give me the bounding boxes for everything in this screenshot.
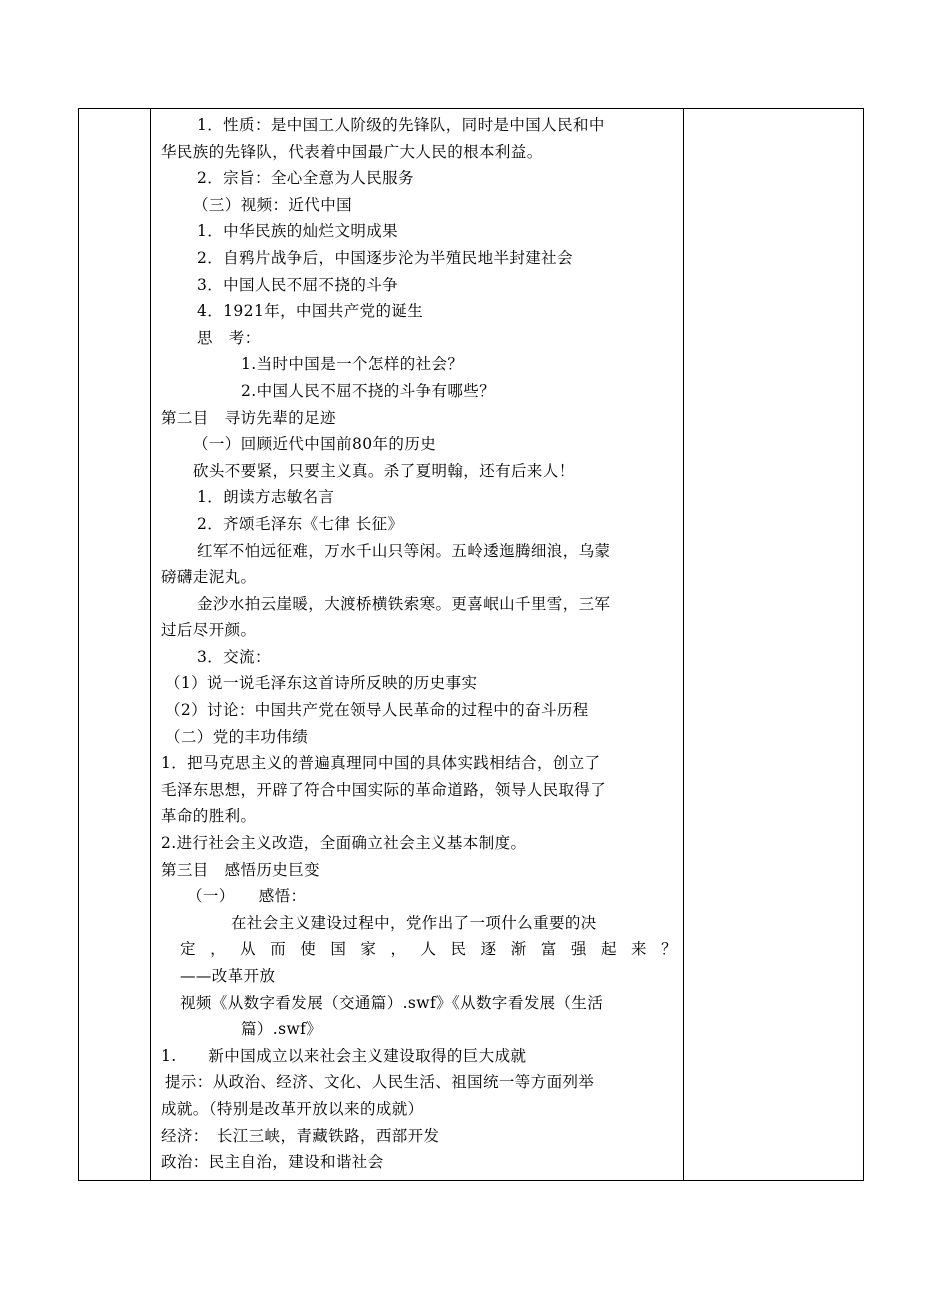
text-line: 过后尽开颜。 [161, 621, 257, 640]
text-line: 3．交流： [197, 647, 271, 666]
text-line: 2．宗旨：全心全意为人民服务 [197, 169, 414, 188]
text-line: 1. 新中国成立以来社会主义建设取得的巨大成就 [161, 1046, 527, 1065]
lesson-content [161, 112, 677, 1176]
text-line: 1．把马克思主义的普遍真理同中国的具体实践相结合，创立了 [161, 754, 601, 773]
text-line: （一） 感悟： [187, 887, 307, 906]
text-line: 毛泽东思想，开辟了符合中国实际的革命道路，领导人民取得了 [161, 780, 607, 799]
text-line: （一）回顾近代中国前80年的历史 [193, 435, 437, 454]
text-line: 4．1921年，中国共产党的诞生 [197, 302, 424, 321]
text-line: 政治：民主自治，建设和谐社会 [161, 1153, 384, 1172]
text-line: 视频《从数字看发展（交通篇）.swf》《从数字看发展（生活 [180, 993, 604, 1012]
text-line: 砍头不要紧，只要主义真。杀了夏明翰，还有后来人！ [193, 461, 575, 480]
text-line: 2.中国人民不屈不挠的斗争有哪些？ [241, 381, 496, 400]
text-line: 第三目 感悟历史巨变 [161, 860, 321, 879]
text-line: （1）说一说毛泽东这首诗所反映的历史事实 [165, 674, 478, 693]
text-line: 第二目 寻访先辈的足迹 [161, 408, 336, 427]
text-line: 1．性质：是中国工人阶级的先锋队，同时是中国人民和中 [197, 116, 605, 134]
text-line: （二）党的丰功伟绩 [165, 727, 309, 746]
column-divider-2 [683, 108, 684, 1181]
text-line: 成就。（特别是改革开放以来的成就） [161, 1099, 424, 1118]
text-line: 在社会主义建设过程中，党作出了一项什么重要的决 [231, 913, 597, 932]
text-line: 2.进行社会主义改造，全面确立社会主义基本制度。 [161, 834, 527, 853]
text-line: 2．自鸦片战争后，中国逐步沦为半殖民地半封建社会 [197, 248, 573, 267]
text-line: 提示：从政治、经济、文化、人民生活、祖国统一等方面列举 [165, 1073, 595, 1092]
text-line: （2）讨论：中国共产党在领导人民革命的过程中的奋斗历程 [165, 701, 589, 720]
text-line: 1．中华民族的灿烂文明成果 [197, 222, 399, 241]
text-line: 革命的胜利。 [161, 807, 257, 826]
text-line: 经济： 长江三峡，青藏铁路，西部开发 [161, 1126, 440, 1145]
text-line: 华民族的先锋队，代表着中国最广大人民的根本利益。 [161, 142, 543, 161]
text-line: 3．中国人民不屈不挠的斗争 [197, 275, 399, 294]
text-line: 1.当时中国是一个怎样的社会？ [241, 355, 464, 374]
text-line: 红军不怕远征难，万水千山只等闲。五岭逶迤腾细浪，乌蒙 [197, 541, 611, 560]
text-line: （三）视频：近代中国 [193, 195, 353, 214]
text-line: 篇）.swf》 [241, 1020, 323, 1039]
text-line: 思 考： [197, 328, 261, 347]
text-line: 2．齐颂毛泽东《七律 长征》 [197, 514, 404, 533]
text-line: 金沙水拍云崖暖，大渡桥横铁索寒。更喜岷山千里雪，三军 [197, 594, 611, 613]
text-line: 磅礴走泥丸。 [161, 568, 257, 587]
text-line: 1．朗读方志敏名言 [197, 488, 335, 507]
column-divider-1 [150, 108, 151, 1181]
text-line: ——改革开放 [180, 967, 276, 985]
text-line: 定 ， 从 而 使 国 家 ， 人 民 逐 渐 富 强 起 来 ？ [180, 940, 677, 959]
